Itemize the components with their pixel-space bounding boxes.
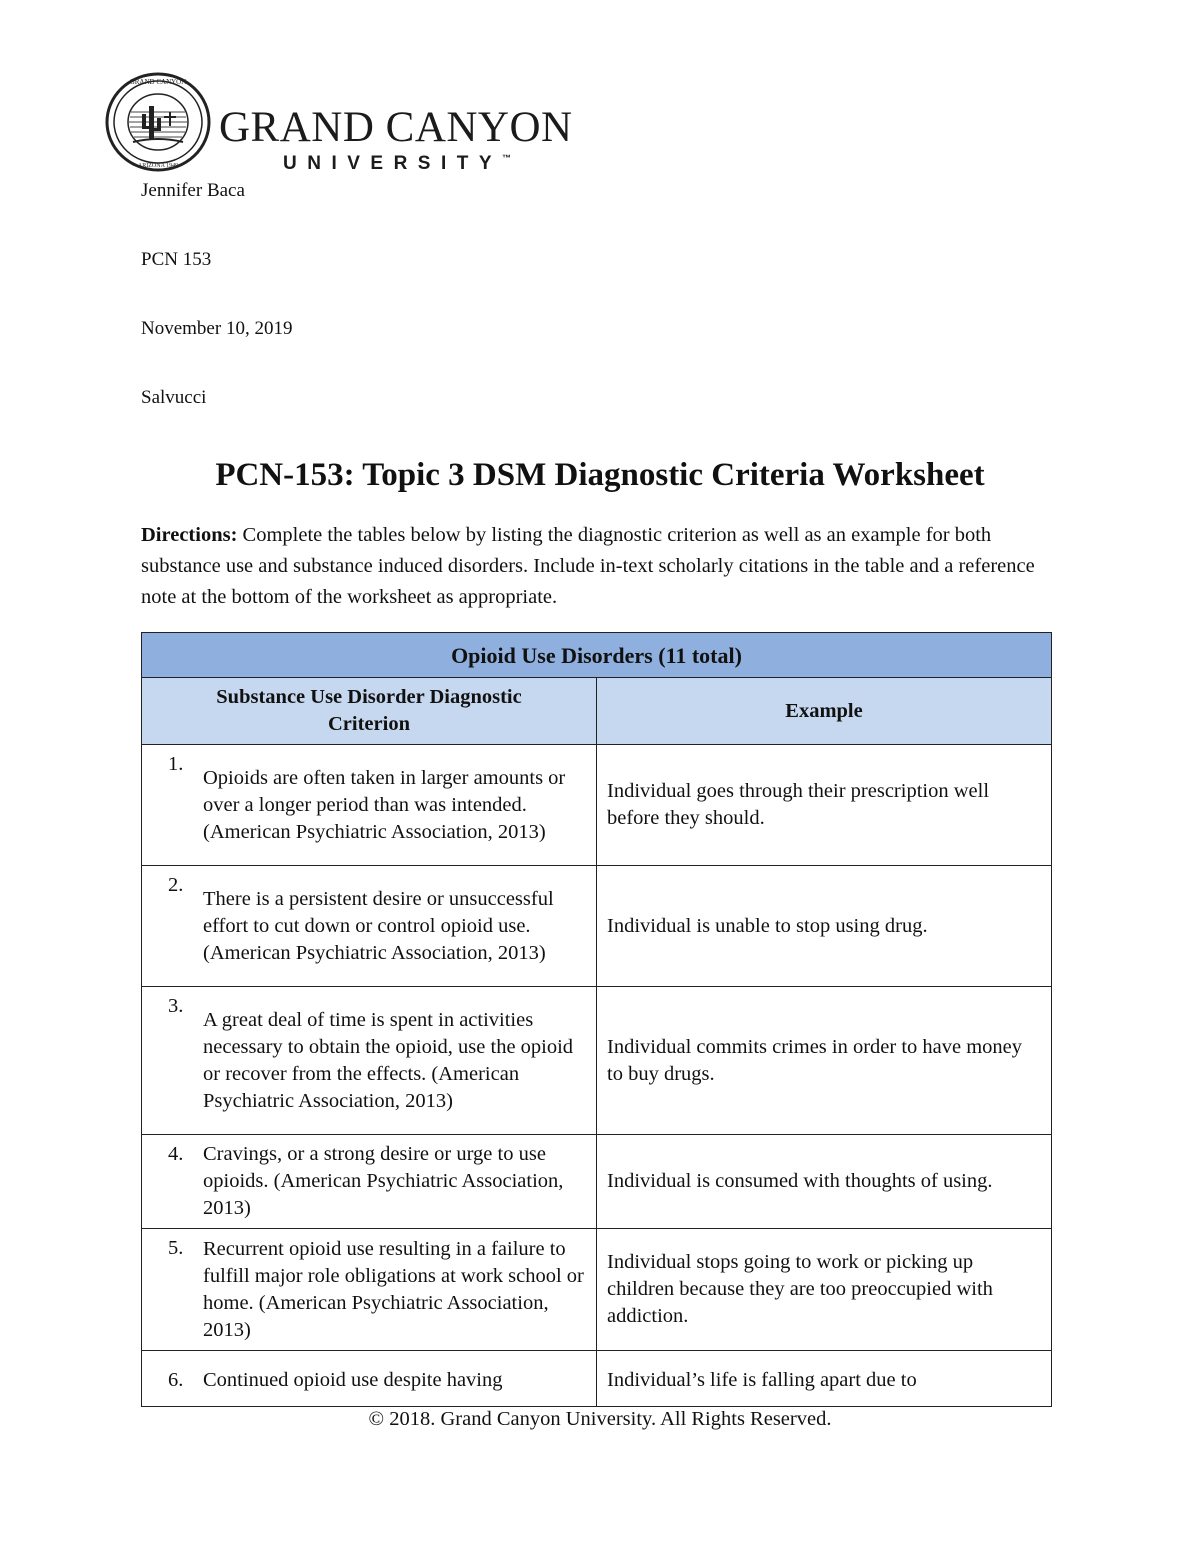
copyright-footer: © 2018. Grand Canyon University. All Rights Reserved. bbox=[368, 1408, 832, 1430]
table-row bbox=[142, 1229, 1052, 1351]
criterion-number: 2. bbox=[168, 874, 184, 896]
submission-date: November 10, 2019 bbox=[141, 318, 293, 339]
criterion-cell bbox=[142, 745, 597, 866]
criterion-number: 5. bbox=[168, 1237, 184, 1259]
example-cell: Individual stops going to work or picking up children because they are too preoccupied with addiction. bbox=[597, 1229, 1052, 1351]
course-code: PCN 153 bbox=[141, 249, 212, 270]
instructor-name: Salvucci bbox=[141, 387, 207, 408]
directions-label: Directions: bbox=[141, 524, 238, 546]
column-header-example: Example bbox=[597, 678, 1052, 745]
criterion-cell bbox=[142, 1229, 597, 1351]
column-header-criterion: Substance Use Disorder Diagnostic Criterion bbox=[142, 678, 597, 745]
directions-text: Complete the tables below by listing the diagnostic criterion as well as an example for both substance use and substance induced disorders. Include in-text scholarly citations in the table and a reference note at the bottom of the worksheet as appropriate. bbox=[141, 524, 1035, 608]
logo-wordmark-line2: UNIVERSITY™ bbox=[283, 153, 512, 174]
university-logo bbox=[105, 72, 585, 172]
criterion-cell bbox=[142, 866, 597, 987]
svg-text:GRAND CANYON: GRAND CANYON bbox=[129, 78, 187, 86]
criterion-number: 4. bbox=[168, 1143, 184, 1165]
example-cell: Individual goes through their prescription well before they should. bbox=[597, 745, 1052, 866]
criterion-cell bbox=[142, 1135, 597, 1229]
directions-paragraph bbox=[141, 520, 1056, 613]
criterion-text: Cravings, or a strong desire or urge to use opioids. (American Psychiatric Association, 2013) bbox=[203, 1143, 564, 1219]
criterion-cell bbox=[142, 1351, 597, 1407]
table-row bbox=[142, 987, 1052, 1135]
page-title: PCN-153: Topic 3 DSM Diagnostic Criteria Worksheet bbox=[215, 457, 985, 493]
criterion-text: Opioids are often taken in larger amounts or over a longer period than was intended. (American Psychiatric Association, 2013) bbox=[203, 766, 566, 843]
table-row bbox=[142, 745, 1052, 866]
example-cell: Individual is consumed with thoughts of using. bbox=[597, 1135, 1052, 1229]
student-name: Jennifer Baca bbox=[141, 180, 245, 201]
criterion-number: 3. bbox=[168, 995, 184, 1017]
university-seal-icon bbox=[105, 72, 211, 172]
example-cell: Individual commits crimes in order to have money to buy drugs. bbox=[597, 987, 1052, 1135]
criterion-text: A great deal of time is spent in activities necessary to obtain the opioid, use the opioid or recover from the effects. (American Psychiatric Association, 2013) bbox=[203, 1008, 574, 1112]
criteria-table bbox=[141, 632, 1052, 1407]
svg-text:ARIZONA 1949: ARIZONA 1949 bbox=[137, 163, 179, 169]
criterion-number: 6. bbox=[168, 1369, 184, 1391]
criterion-cell bbox=[142, 987, 597, 1135]
table-row bbox=[142, 1351, 1052, 1407]
example-cell: Individual is unable to stop using drug. bbox=[597, 866, 1052, 987]
criterion-number: 1. bbox=[168, 753, 184, 775]
table-title: Opioid Use Disorders (11 total) bbox=[142, 633, 1052, 678]
logo-wordmark-line1: GRAND CANYON bbox=[219, 104, 573, 151]
table-row bbox=[142, 1135, 1052, 1229]
example-cell: Individual’s life is falling apart due to bbox=[597, 1351, 1052, 1407]
criterion-text: Continued opioid use despite having bbox=[203, 1369, 503, 1391]
criterion-text: There is a persistent desire or unsuccessful effort to cut down or control opioid use. (American Psychiatric Association, 2013) bbox=[203, 887, 554, 964]
criterion-text: Recurrent opioid use resulting in a failure to fulfill major role obligations at work school or home. (American Psychiatric Association, 2013) bbox=[203, 1237, 584, 1341]
table-row bbox=[142, 866, 1052, 987]
